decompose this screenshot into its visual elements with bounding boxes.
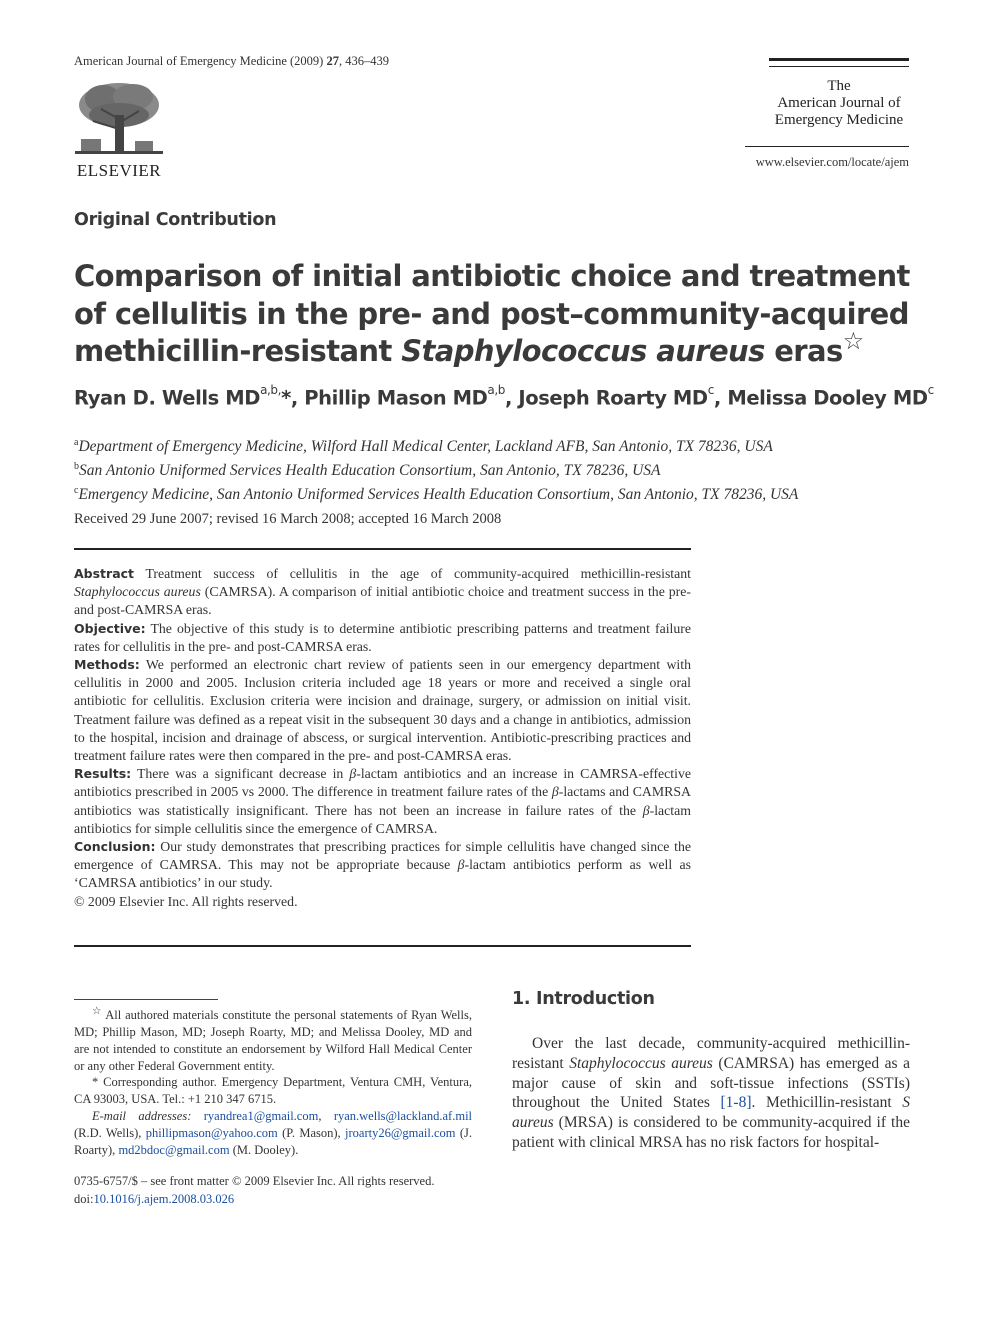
- issn-line: 0735-6757/$ – see front matter © 2009 Elsevier Inc. All rights reserved.: [74, 1174, 435, 1188]
- tree-logo-icon: [73, 79, 165, 161]
- author-affiliation-sup[interactable]: c: [707, 383, 714, 397]
- methods-label: Methods:: [74, 657, 140, 673]
- footnote-star-icon: ☆: [92, 1006, 103, 1017]
- results-label: Results:: [74, 766, 132, 782]
- abstract-block: [74, 565, 691, 911]
- objective-paragraph: Objective: The objective of this study is to determine antibiotic prescribing patterns and treatment failure rates for cellulitis in the pre- and post-CAMRSA eras.: [74, 620, 691, 654]
- journal-citation: American Journal of Emergency Medicine (2009) 27, 436–439: [74, 54, 389, 68]
- doi-line: doi:10.1016/j.ajem.2008.03.026: [74, 1191, 235, 1206]
- author-affiliation-sup[interactable]: a,b: [487, 383, 505, 397]
- corresponding-mark[interactable]: *: [281, 386, 291, 410]
- objective-label: Objective:: [74, 620, 146, 636]
- author-list: Ryan D. Wells $MD^{a,b,}*$, Phillip Mason MD$^{a,b}$, Joseph Roarty $MD^c$, Melissa Dooley $MD^c$: [74, 383, 934, 410]
- author-name: Ryan D. Wells MD: [74, 386, 261, 410]
- abstract-paragraph: Abstract Treatment success of cellulitis in the age of community-acquired methicillin-resistant Staphylococcus aureus (CAMRSA). A comparison of initial antibiotic choice and treatment success in the pre- and post-CAMRSA eras.: [74, 566, 691, 618]
- section-label: Original Contribution: [74, 210, 277, 230]
- disclaimer-footnote: ☆ All authored materials constitute the personal statements of Ryan Wells, MD; Phillip Mason, MD; Joseph Roarty, MD; and Melissa Dooley, MD and are not intended to constitute an endorsement by Wilford Hall Medical Center or any other Federal Government entity.: [74, 1006, 472, 1073]
- reference-link[interactable]: [1-8]: [720, 1094, 752, 1112]
- publisher-wordmark: ELSEVIER: [76, 161, 162, 180]
- author-affiliation-sup[interactable]: a,b,: [260, 383, 282, 397]
- affiliation-item: $^b$San Antonio Uniformed Services Health Education Consortium, San Antonio, TX 78236, USA: [74, 461, 661, 480]
- abstract-copyright: © 2009 Elsevier Inc. All rights reserved.: [74, 893, 298, 909]
- abstract-rule-bottom: [74, 945, 691, 947]
- methods-paragraph: Methods: We performed an electronic chart review of patients seen in our emergency department with cellulitis in 2000 and 2005. Inclusion criteria included age 18 years or more and received a single oral antibiotic for cellulitis. Exclusion criteria were incision and drainage, surgery, or admission on initial visit. Treatment failure was defined as a repeat visit in the subsequent 30 days and a change in antibiotics, admission to the hospital, incision and drainage of abscess, or surgical intervention. Antibiotic-prescribing practices and treatment failure rates were then compared in the pre- and post-CAMRSA eras.: [74, 657, 691, 764]
- abstract-label: Abstract: [74, 566, 135, 581]
- journal-rule-thin: [769, 66, 909, 67]
- footnotes: [74, 1004, 472, 1158]
- email-footnote: E-mail addresses: ryandrea1@gmail.com, ryan.wells@lackland.af.mil (R.D. Wells), phillipmason@yahoo.com (P. Mason), jroarty26@gmail.com (J. Roarty), md2bdoc@gmail.com (M. Dooley).: [74, 1108, 473, 1157]
- author-name: Melissa Dooley MD: [727, 386, 928, 410]
- title-footnote-star-icon[interactable]: ☆: [842, 327, 864, 355]
- email-link[interactable]: jroarty26@gmail.com: [345, 1125, 456, 1140]
- author-name: Phillip Mason MD: [304, 386, 488, 410]
- introduction-heading: 1. Introduction: [512, 989, 655, 1009]
- journal-url-link[interactable]: www.elsevier.com/locate/ajem: [755, 155, 909, 169]
- affiliations: [74, 433, 798, 505]
- article-dates: Received 29 June 2007; revised 16 March 2008; accepted 16 March 2008: [74, 511, 502, 527]
- conclusion-paragraph: Conclusion: Our study demonstrates that prescribing practices for simple cellulitis have changed since the emergence of CAMRSA. This may not be appropriate because β-lactam antibiotics perform as well as ‘CAMRSA antibiotics’ in our study.: [74, 839, 691, 891]
- affiliation-item: $^c$Emergency Medicine, San Antonio Uniformed Services Health Education Consortium, San Antonio, TX 78236, USA: [74, 485, 799, 504]
- author-affiliation-sup[interactable]: c: [927, 383, 934, 397]
- abstract-rule-top: [74, 548, 691, 550]
- footnote-rule: [74, 999, 218, 1000]
- journal-name: The American Journal of Emergency Medicine: [774, 78, 904, 128]
- doi-link[interactable]: 10.1016/j.ajem.2008.03.026: [93, 1191, 235, 1206]
- journal-rule-thick: [769, 58, 909, 61]
- email-link[interactable]: md2bdoc@gmail.com: [118, 1142, 230, 1157]
- email-link[interactable]: ryan.wells@lackland.af.mil: [333, 1108, 473, 1123]
- affiliation-item: $^a$Department of Emergency Medicine, Wilford Hall Medical Center, Lackland AFB, San Antonio, TX 78236, USA: [74, 437, 773, 456]
- introduction-paragraph: Over the last decade, community-acquired methicillin-resistant Staphylococcus aureus (CAMRSA) has emerged as a major cause of skin and soft-tissue infections (SSTIs) throughout the United States [1-8]. Methicillin-resistant S aureus (MRSA) is considered to be community-acquired if the patient with clinical MRSA has no risk factors for hospital-: [512, 1035, 911, 1151]
- front-matter: [74, 1173, 472, 1208]
- results-paragraph: Results: There was a significant decrease in β-lactam antibiotics and an increase in CAMRSA-effective antibiotics prescribed in 2005 vs 2000. The difference in treatment failure rates of the β-lactams and CAMRSA antibiotics was statistically insignificant. There has not been an increase in failure rates of the β-lactam antibiotics for simple cellulitis since the emergence of CAMRSA.: [74, 766, 691, 836]
- email-link[interactable]: ryandrea1@gmail.com: [203, 1108, 319, 1123]
- journal-rule-bottom: [745, 146, 909, 147]
- author-name: Joseph Roarty MD: [518, 386, 708, 410]
- conclusion-label: Conclusion:: [74, 839, 156, 855]
- corresponding-author-footnote: * Corresponding author. Emergency Department, Ventura CMH, Ventura, CA 93003, USA. Tel.: +1 210 347 6715.: [74, 1075, 472, 1107]
- elsevier-logo: [73, 79, 165, 181]
- email-link[interactable]: phillipmason@yahoo.com: [145, 1125, 278, 1140]
- article-title: Comparison of initial antibiotic choice and treatment of cellulitis in the pre- and post–community-acquired methicillin-resistant Staphylococcus aureus eras☆: [74, 259, 910, 368]
